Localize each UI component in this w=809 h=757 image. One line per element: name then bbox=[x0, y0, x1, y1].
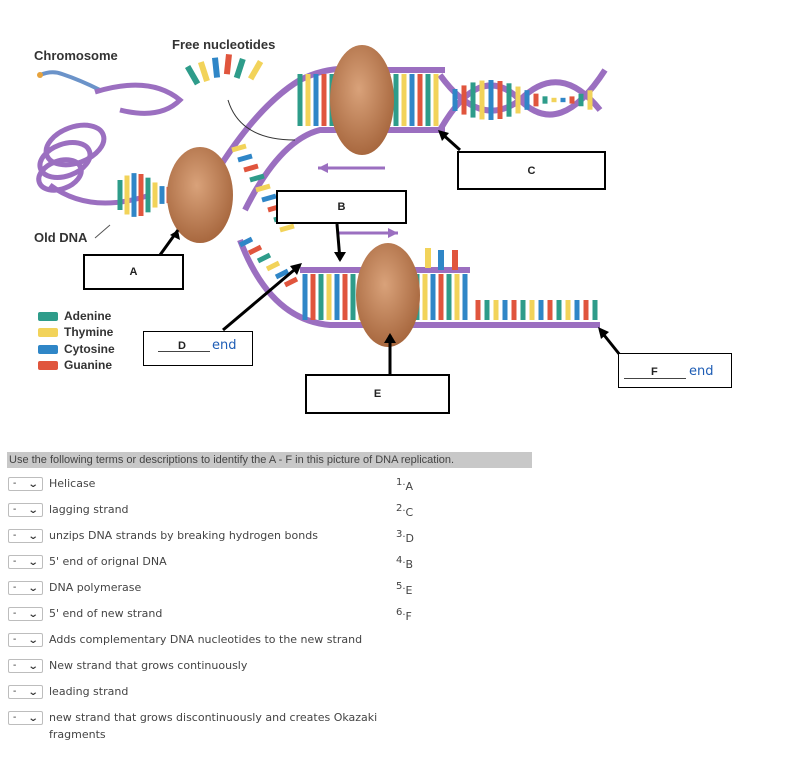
answer-letter-2: C bbox=[405, 506, 414, 519]
upper-direction-arrowhead bbox=[318, 163, 328, 173]
match-select-6[interactable] bbox=[8, 607, 43, 621]
old-dna-label: Old DNA bbox=[34, 230, 88, 245]
guanine-swatch bbox=[38, 361, 58, 370]
match-select-10-value: - bbox=[13, 712, 17, 723]
answer-item-5 bbox=[396, 581, 413, 597]
end-box-f-blank bbox=[624, 378, 686, 379]
answer-num-4: 4. bbox=[396, 555, 406, 566]
chevron-down-icon: ⌄ bbox=[27, 713, 39, 724]
match-select-3[interactable] bbox=[8, 529, 43, 543]
match-select-4-value: - bbox=[13, 556, 17, 567]
label-box-e-letter: E bbox=[373, 388, 382, 400]
free-nucleotide-pointer bbox=[228, 100, 295, 140]
term-4: 5' end of orignal DNA bbox=[49, 555, 167, 568]
match-row-4 bbox=[8, 555, 167, 570]
legend-adenine-label: Adenine bbox=[64, 309, 112, 323]
chevron-down-icon: ⌄ bbox=[27, 531, 39, 542]
upper-polymerase-enzyme bbox=[330, 45, 394, 155]
chromosome-shape bbox=[40, 72, 100, 90]
match-select-1-value: - bbox=[13, 478, 17, 489]
match-row-10 bbox=[8, 711, 389, 743]
legend-adenine bbox=[38, 309, 111, 323]
answer-num-2: 2. bbox=[396, 503, 406, 514]
chevron-down-icon: ⌄ bbox=[27, 557, 39, 568]
chevron-down-icon: ⌄ bbox=[27, 635, 39, 646]
match-row-9 bbox=[8, 685, 128, 700]
chevron-down-icon: ⌄ bbox=[27, 661, 39, 672]
answer-item-1 bbox=[396, 477, 414, 493]
free-nucleotide bbox=[185, 65, 200, 85]
match-select-3-value: - bbox=[13, 530, 17, 541]
match-select-10[interactable] bbox=[8, 711, 43, 725]
base-pair bbox=[238, 156, 252, 160]
answer-item-2 bbox=[396, 503, 414, 519]
base-pair bbox=[244, 166, 258, 170]
match-row-3 bbox=[8, 529, 318, 544]
end-box-f bbox=[618, 353, 732, 388]
end-box-d-letter: D bbox=[178, 340, 186, 352]
chevron-down-icon: ⌄ bbox=[27, 609, 39, 620]
chevron-down-icon: ⌄ bbox=[27, 505, 39, 516]
legend-guanine-label: Guanine bbox=[64, 358, 113, 372]
end-box-f-letter: F bbox=[651, 366, 658, 378]
match-select-2[interactable] bbox=[8, 503, 43, 517]
label-box-b-letter: B bbox=[337, 201, 346, 213]
free-nucleotide bbox=[425, 248, 431, 268]
end-box-d-suffix: end bbox=[212, 338, 237, 353]
match-select-9[interactable] bbox=[8, 685, 43, 699]
label-box-c bbox=[457, 151, 606, 190]
match-select-6-value: - bbox=[13, 608, 17, 619]
legend-thymine-label: Thymine bbox=[64, 325, 114, 339]
answer-item-3 bbox=[396, 529, 415, 545]
legend-thymine bbox=[38, 325, 113, 339]
answer-num-5: 5. bbox=[396, 581, 406, 592]
end-box-d bbox=[143, 331, 253, 366]
thymine-swatch bbox=[38, 328, 58, 337]
label-box-a-letter: A bbox=[129, 266, 138, 278]
answer-item-6 bbox=[396, 607, 412, 623]
legend-guanine bbox=[38, 358, 112, 372]
free-nucleotide bbox=[234, 58, 246, 79]
term-2: lagging strand bbox=[49, 503, 129, 516]
free-nucleotide bbox=[248, 60, 263, 80]
label-box-e bbox=[305, 374, 450, 414]
free-nucleotide bbox=[224, 54, 232, 75]
match-select-5-value: - bbox=[13, 582, 17, 593]
answer-item-4 bbox=[396, 555, 414, 571]
label-box-b bbox=[276, 190, 407, 224]
match-select-5[interactable] bbox=[8, 581, 43, 595]
term-3: unzips DNA strands by breaking hydrogen bonds bbox=[49, 529, 318, 542]
free-nucleotide bbox=[198, 61, 210, 82]
term-6: 5' end of new strand bbox=[49, 607, 163, 620]
term-10: new strand that grows discontinuously and creates Okazaki fragments bbox=[49, 711, 378, 741]
match-row-1 bbox=[8, 477, 95, 492]
old-dna-pointer bbox=[95, 225, 110, 238]
match-select-7-value: - bbox=[13, 634, 17, 645]
answer-letter-1: A bbox=[405, 480, 414, 493]
base-pair bbox=[249, 247, 261, 253]
term-7: Adds complementary DNA nucleotides to the new strand bbox=[49, 633, 363, 646]
term-1: Helicase bbox=[49, 477, 96, 490]
label-box-a bbox=[83, 254, 184, 290]
match-row-6 bbox=[8, 607, 162, 622]
answer-num-3: 3. bbox=[396, 529, 406, 540]
match-row-2 bbox=[8, 503, 129, 518]
free-nucleotide bbox=[452, 250, 458, 270]
free-nucleotide bbox=[438, 250, 444, 270]
lower-direction-arrowhead bbox=[388, 228, 398, 238]
answer-letter-6: F bbox=[405, 610, 412, 623]
answer-letter-4: B bbox=[405, 558, 414, 571]
chevron-down-icon: ⌄ bbox=[27, 583, 39, 594]
match-row-5 bbox=[8, 581, 141, 596]
base-pair bbox=[258, 255, 270, 261]
legend-cytosine bbox=[38, 342, 115, 356]
base-pair bbox=[267, 263, 279, 269]
free-nucleotide bbox=[212, 57, 220, 78]
base-pair bbox=[262, 196, 276, 200]
term-8: New strand that grows continuously bbox=[49, 659, 248, 672]
free-nucleotides-label: Free nucleotides bbox=[172, 37, 276, 52]
match-select-1[interactable] bbox=[8, 477, 43, 491]
instructions-text: Use the following terms or descriptions to identify the A - F in this picture of DNA replication. bbox=[7, 452, 532, 468]
coiled-dna bbox=[35, 85, 180, 203]
label-box-c-letter: C bbox=[527, 164, 536, 177]
match-select-7[interactable] bbox=[8, 633, 43, 647]
base-pair bbox=[280, 226, 294, 230]
helicase-enzyme bbox=[167, 147, 233, 243]
answer-letter-3: D bbox=[405, 532, 415, 545]
chromosome-label: Chromosome bbox=[34, 48, 118, 63]
end-box-f-suffix: end bbox=[689, 364, 714, 379]
answer-num-1: 1. bbox=[396, 477, 406, 488]
match-row-8 bbox=[8, 659, 247, 674]
term-9: leading strand bbox=[49, 685, 129, 698]
legend-cytosine-label: Cytosine bbox=[64, 342, 115, 356]
term-5: DNA polymerase bbox=[49, 581, 142, 594]
match-select-8-value: - bbox=[13, 660, 17, 671]
answer-num-6: 6. bbox=[396, 607, 406, 618]
chevron-down-icon: ⌄ bbox=[27, 479, 39, 490]
chevron-down-icon: ⌄ bbox=[27, 687, 39, 698]
base-pair bbox=[285, 279, 297, 285]
match-row-7 bbox=[8, 633, 362, 648]
match-select-2-value: - bbox=[13, 504, 17, 515]
chromosome-centromere bbox=[37, 72, 43, 78]
cytosine-swatch bbox=[38, 345, 58, 354]
match-select-9-value: - bbox=[13, 686, 17, 697]
answer-letter-5: E bbox=[405, 584, 413, 597]
match-select-4[interactable] bbox=[8, 555, 43, 569]
match-select-8[interactable] bbox=[8, 659, 43, 673]
lower-polymerase-enzyme bbox=[356, 243, 420, 347]
adenine-swatch bbox=[38, 312, 58, 321]
